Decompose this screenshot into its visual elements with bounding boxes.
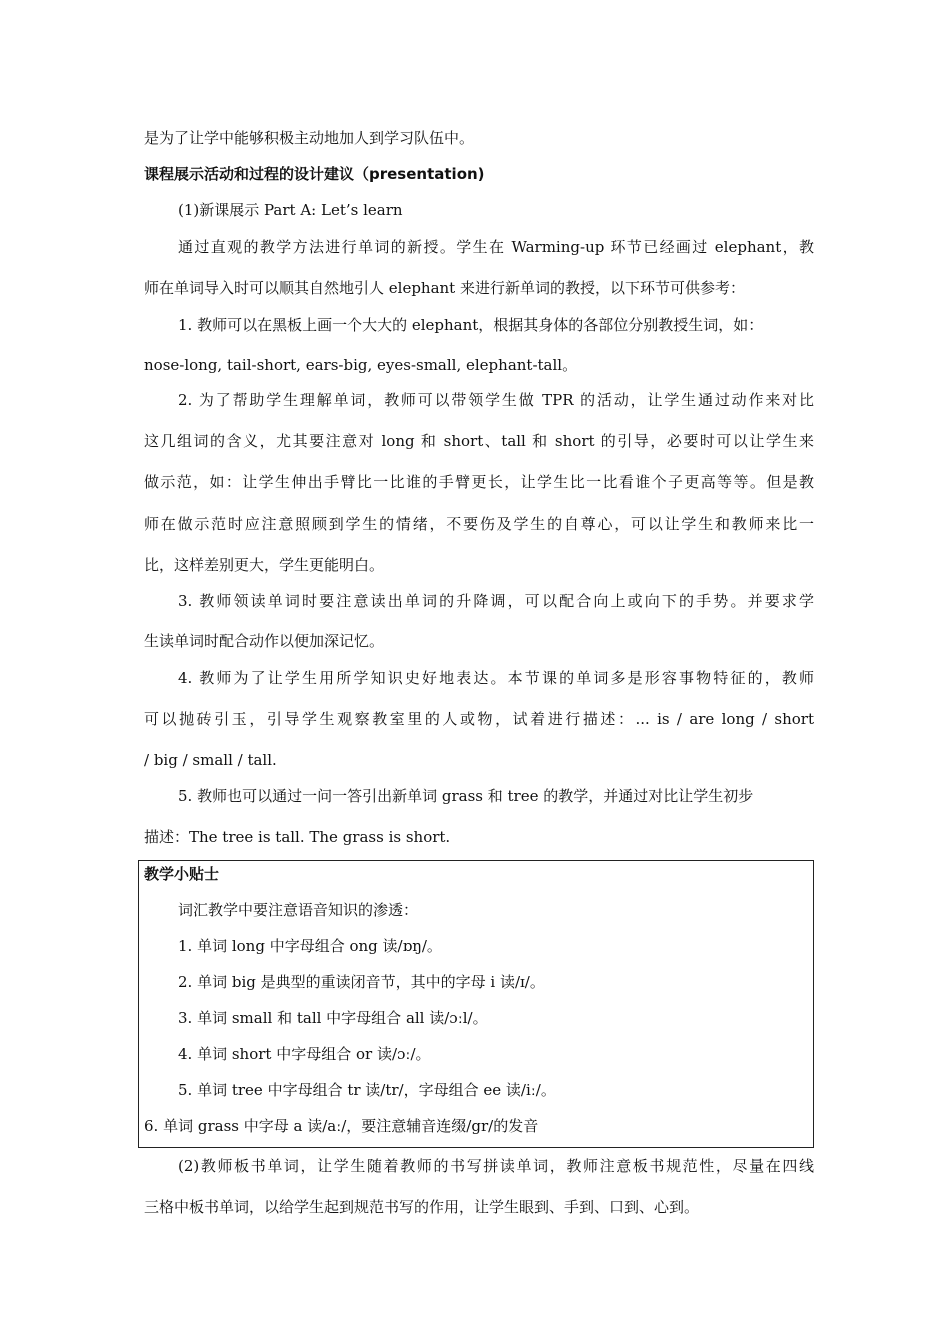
item4-line-3: / big / small / tall. <box>144 751 277 769</box>
tips-item-5: 5. 单词 tree 中字母组合 tr 读/tr/，字母组合 ee 读/iː/。 <box>178 1081 556 1099</box>
item2-line-1: 2. 为了帮助学生理解单词，教师可以带领学生做 TPR 的活动，让学生通过动作来对比 <box>178 391 814 409</box>
step2-line-1: (2)教师板书单词，让学生随着教师的书写拼读单词，教师注意板书规范性，尽量在四线 <box>178 1157 814 1175</box>
tips-item-2: 2. 单词 big 是典型的重读闭音节，其中的字母 i 读/ɪ/。 <box>178 973 545 991</box>
tips-item-4: 4. 单词 short 中字母组合 or 读/ɔː/。 <box>178 1045 431 1063</box>
intro-line-1: 通过直观的教学方法进行单词的新授。学生在 Warming-up 环节已经画过 elephant，教 <box>178 238 814 256</box>
item5-line-1: 5. 教师也可以通过一问一答引出新单词 grass 和 tree 的教学，并通过对比让学生初步 <box>178 787 754 805</box>
item2-line-3: 做示范，如：让学生伸出手臂比一比谁的手臂更长，让学生比一比看谁个子更高等等。但是教 <box>144 473 814 491</box>
intro-line-2: 师在单词导入时可以顺其自然地引人 elephant 来进行新单词的教授，以下环节可供参考： <box>144 279 745 297</box>
tips-item-6: 6. 单词 grass 中字母 a 读/aː/，要注意辅音连缀/gr/的发音 <box>144 1117 539 1135</box>
step1-title: (1)新课展示 Part A: Let’s learn <box>178 201 403 219</box>
item2-line-4: 师在做示范时应注意照顾到学生的情绪，不要伤及学生的自尊心，可以让学生和教师来比一 <box>144 515 814 533</box>
section-heading: 课程展示活动和过程的设计建议（presentation) <box>144 165 485 183</box>
item4-line-1: 4. 教师为了让学生用所学知识史好地表达。本节课的单词多是形容事物特征的，教师 <box>178 669 814 687</box>
tips-intro: 词汇教学中要注意语音知识的渗透： <box>178 901 419 919</box>
item2-line-2: 这几组词的含义，尤其要注意对 long 和 short、tall 和 short 的引导，必要时可以让学生来 <box>144 432 814 450</box>
step2-line-2: 三格中板书单词，以给学生起到规范书写的作用，让学生眼到、手到、口到、心到。 <box>144 1198 700 1216</box>
item4-line-2: 可以抛砖引玉，引导学生观察教室里的人或物，试着进行描述：... is / are long / short <box>144 710 814 728</box>
paragraph-continuation: 是为了让学中能够积极主动地加人到学习队伍中。 <box>144 129 475 147</box>
tips-title: 教学小贴士 <box>144 865 220 883</box>
item5-line-2: 描述：The tree is tall. The grass is short. <box>144 828 451 846</box>
item1-line-2: nose-long, tail-short, ears-big, eyes-small, elephant-tall。 <box>144 356 578 374</box>
tips-item-3: 3. 单词 small 和 tall 中字母组合 all 读/ɔːl/。 <box>178 1009 488 1027</box>
item3-line-1: 3. 教师领读单词时要注意读出单词的升降调，可以配合向上或向下的手势。并要求学 <box>178 592 814 610</box>
tips-item-1: 1. 单词 long 中字母组合 ong 读/ɒŋ/。 <box>178 937 442 955</box>
item1-line-1: 1. 教师可以在黑板上画一个大大的 elephant，根据其身体的各部位分别教授生词，如： <box>178 316 764 334</box>
item3-line-2: 生读单词时配合动作以便加深记忆。 <box>144 632 385 650</box>
item2-line-5: 比，这样差别更大，学生更能明白。 <box>144 556 385 574</box>
